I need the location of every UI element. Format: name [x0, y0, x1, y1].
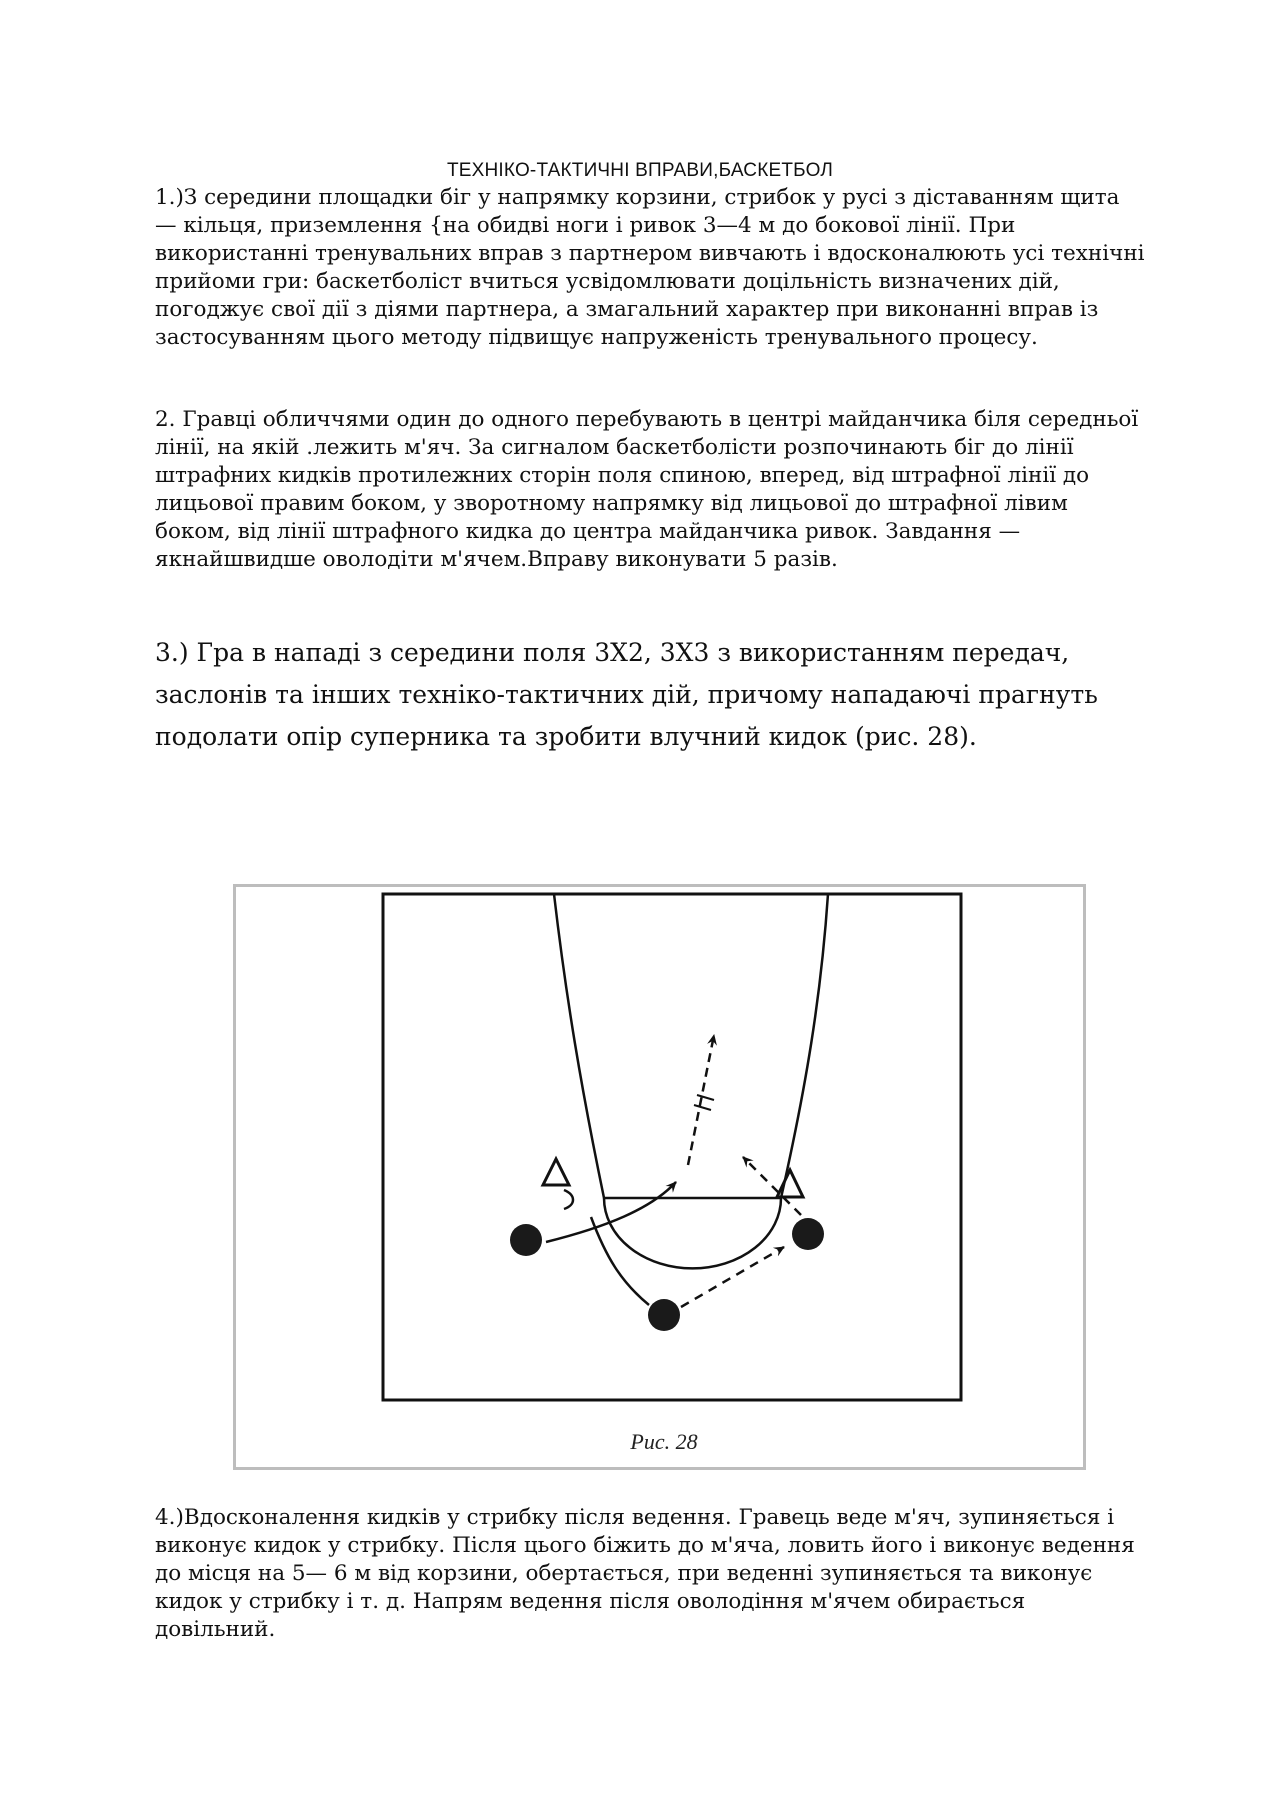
defender-left-hook	[564, 1190, 573, 1209]
drive-tick-2	[697, 1095, 714, 1100]
key-right-line	[781, 894, 828, 1198]
attacker-left-icon	[510, 1224, 542, 1256]
free-throw-semicircle	[604, 1198, 781, 1268]
paragraph-2: 2. Гравці обличчями один до одного перебувають в центрі майданчика біля середньої лінії, на якій .лежить м'яч. За сигналом баскетболісти розпочинають біг до лінії штрафних кидків протилежних сторін поля спиною, вперед, від штрафної лінії до лицьової правим боком, у зворотному напрямку від лицьової до штрафної лівим боком, від лінії штрафного кидка до центра майданчика ривок. Завдання — якнайшвидше оволодіти м'ячем.Вправу виконувати 5 разів.	[155, 407, 1139, 572]
figure-28	[233, 884, 1086, 1470]
attacker-center-icon	[648, 1299, 680, 1331]
paragraph-3: 3.) Гра в нападі з середини поля 3Х2, 3Х3 з використанням передач, заслонів та інших техніко-тактичних дій, причому нападаючі прагнуть подолати опір суперника та зробити влучний кидок (рис. 28).	[155, 638, 1098, 751]
pass-right-to-key	[743, 1157, 801, 1215]
page-title: ТЕХНІКО-ТАКТИЧНІ ВПРАВИ,БАСКЕТБОЛ	[446, 160, 834, 181]
paragraph-4: 4.)Вдосконалення кидків у стрибку після ведення. Гравець веде м'яч, зупиняється і виконує кидок у стрибку. Після цього біжить до м'яча, ловить його і виконує ведення до місця на 5— 6 м від корзини, обертається, при веденні зупиняється та виконує кидок у стрибку і т. д. Напрям ведення після оволодіння м'ячем обирається довільний.	[155, 1505, 1135, 1642]
defender-left-icon	[543, 1159, 569, 1185]
paragraph-1: 1.)З середини площадки біг у напрямку корзини, стрибок у русі з діставанням щита — кільця, приземлення {на обидві ноги і ривок 3—4 м до бокової лінії. При використанні тренувальних вправ з партнером вивчають і вдосконалюють усі технічні прийоми гри: баскетболіст вчиться усвідомлювати доцільність визначених дій, погоджує свої дії з діями партнера, а змагальний характер при виконанні вправ із застосуванням цього методу підвищує напруженість тренувального процесу.	[155, 185, 1145, 350]
drive-tick-1	[694, 1105, 711, 1110]
figure-caption: Рис. 28	[630, 1429, 698, 1454]
court-diagram	[236, 887, 1083, 1467]
key-left-line	[554, 894, 604, 1198]
cut-path-center-attacker	[591, 1217, 649, 1305]
attacker-right-icon	[792, 1218, 824, 1250]
drive-path-to-basket	[688, 1035, 714, 1165]
pass-center-to-right	[681, 1247, 784, 1307]
